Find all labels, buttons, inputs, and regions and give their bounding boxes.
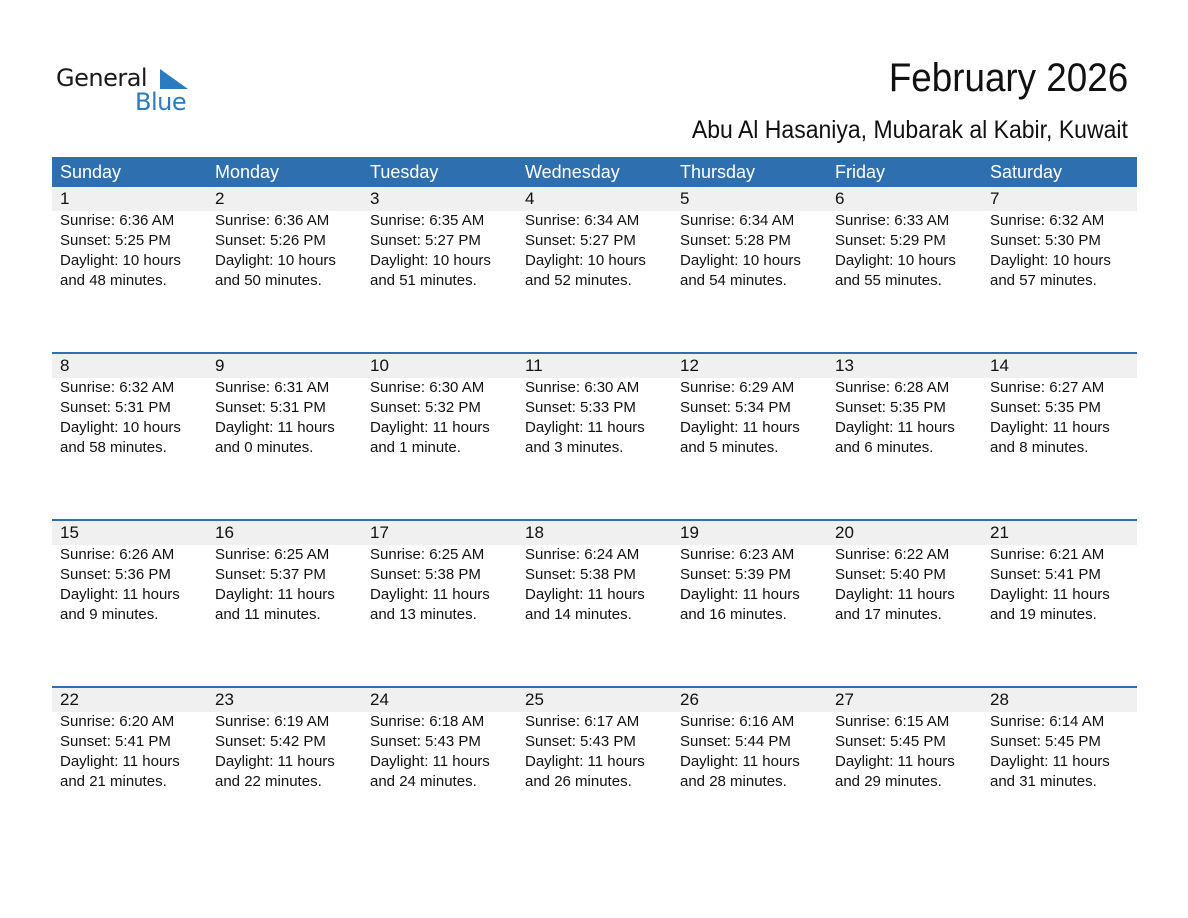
daylight-hours: Daylight: 11 hours bbox=[215, 753, 335, 770]
sunset-time: Sunset: 5:33 PM bbox=[525, 399, 636, 416]
day-number-row bbox=[52, 187, 1137, 211]
sunset-time: Sunset: 5:43 PM bbox=[370, 733, 481, 750]
page-title: February 2026 bbox=[888, 56, 1128, 100]
day-number: 22 bbox=[60, 690, 79, 709]
daylight-minutes: and 26 minutes. bbox=[525, 773, 632, 790]
daylight-minutes: and 13 minutes. bbox=[370, 606, 477, 623]
sunrise-time: Sunrise: 6:30 AM bbox=[370, 379, 485, 396]
day-cell bbox=[672, 712, 827, 792]
sunrise-time: Sunrise: 6:32 AM bbox=[60, 379, 175, 396]
sunrise-time: Sunrise: 6:23 AM bbox=[680, 546, 795, 563]
sunrise-time: Sunrise: 6:25 AM bbox=[215, 546, 330, 563]
sunset-time: Sunset: 5:45 PM bbox=[990, 733, 1101, 750]
day-number: 8 bbox=[60, 356, 70, 375]
sunset-time: Sunset: 5:29 PM bbox=[835, 232, 946, 249]
daylight-hours: Daylight: 11 hours bbox=[835, 753, 955, 770]
daylight-hours: Daylight: 11 hours bbox=[370, 419, 490, 436]
sunset-time: Sunset: 5:43 PM bbox=[525, 733, 636, 750]
day-info-row bbox=[52, 211, 1137, 291]
sunset-time: Sunset: 5:38 PM bbox=[370, 566, 481, 583]
weekday-friday: Friday bbox=[835, 162, 886, 182]
week-row bbox=[52, 686, 1137, 853]
daylight-minutes: and 16 minutes. bbox=[680, 606, 787, 623]
day-cell bbox=[827, 545, 982, 625]
daylight-hours: Daylight: 10 hours bbox=[835, 252, 956, 269]
daylight-minutes: and 11 minutes. bbox=[215, 606, 321, 623]
daylight-minutes: and 3 minutes. bbox=[525, 439, 624, 456]
sunrise-time: Sunrise: 6:36 AM bbox=[60, 212, 175, 229]
daylight-hours: Daylight: 11 hours bbox=[60, 753, 180, 770]
daylight-hours: Daylight: 11 hours bbox=[370, 753, 490, 770]
day-number: 23 bbox=[215, 690, 234, 709]
sunrise-time: Sunrise: 6:20 AM bbox=[60, 713, 175, 730]
sunset-time: Sunset: 5:39 PM bbox=[680, 566, 791, 583]
day-info-row bbox=[52, 712, 1137, 792]
sunrise-time: Sunrise: 6:28 AM bbox=[835, 379, 950, 396]
sunrise-time: Sunrise: 6:35 AM bbox=[370, 212, 485, 229]
day-number: 17 bbox=[370, 523, 389, 542]
day-number: 21 bbox=[990, 523, 1009, 542]
daylight-hours: Daylight: 11 hours bbox=[680, 586, 800, 603]
daylight-hours: Daylight: 11 hours bbox=[525, 419, 645, 436]
sunset-time: Sunset: 5:44 PM bbox=[680, 733, 791, 750]
sunset-time: Sunset: 5:37 PM bbox=[215, 566, 326, 583]
day-number: 6 bbox=[835, 189, 845, 208]
logo-text-general: General bbox=[56, 64, 148, 92]
daylight-hours: Daylight: 10 hours bbox=[370, 252, 491, 269]
daylight-minutes: and 5 minutes. bbox=[680, 439, 779, 456]
sunrise-time: Sunrise: 6:19 AM bbox=[215, 713, 330, 730]
daylight-hours: Daylight: 11 hours bbox=[370, 586, 490, 603]
daylight-minutes: and 31 minutes. bbox=[990, 773, 1097, 790]
daylight-minutes: and 52 minutes. bbox=[525, 272, 632, 289]
sunrise-time: Sunrise: 6:32 AM bbox=[990, 212, 1105, 229]
daylight-hours: Daylight: 11 hours bbox=[835, 586, 955, 603]
sunrise-time: Sunrise: 6:26 AM bbox=[60, 546, 175, 563]
daylight-minutes: and 28 minutes. bbox=[680, 773, 787, 790]
day-cell bbox=[827, 211, 982, 291]
sunrise-time: Sunrise: 6:27 AM bbox=[990, 379, 1105, 396]
day-number: 20 bbox=[835, 523, 854, 542]
logo-text-blue: Blue bbox=[135, 88, 187, 116]
sunset-time: Sunset: 5:35 PM bbox=[835, 399, 946, 416]
daylight-minutes: and 9 minutes. bbox=[60, 606, 159, 623]
day-number: 10 bbox=[370, 356, 389, 375]
location-subtitle: Abu Al Hasaniya, Mubarak al Kabir, Kuwait bbox=[692, 116, 1128, 144]
day-cell bbox=[207, 378, 362, 458]
daylight-hours: Daylight: 10 hours bbox=[525, 252, 646, 269]
daylight-minutes: and 19 minutes. bbox=[990, 606, 1097, 623]
day-number: 5 bbox=[680, 189, 690, 208]
weekday-header bbox=[52, 157, 1137, 187]
day-number-row bbox=[52, 521, 1137, 545]
daylight-minutes: and 1 minute. bbox=[370, 439, 461, 456]
daylight-hours: Daylight: 10 hours bbox=[60, 252, 181, 269]
day-number: 28 bbox=[990, 690, 1009, 709]
day-cell bbox=[207, 712, 362, 792]
day-number: 26 bbox=[680, 690, 699, 709]
sunset-time: Sunset: 5:40 PM bbox=[835, 566, 946, 583]
sunrise-time: Sunrise: 6:17 AM bbox=[525, 713, 640, 730]
daylight-minutes: and 58 minutes. bbox=[60, 439, 167, 456]
daylight-minutes: and 6 minutes. bbox=[835, 439, 934, 456]
daylight-hours: Daylight: 11 hours bbox=[215, 419, 335, 436]
day-cell bbox=[207, 211, 362, 291]
weekday-monday: Monday bbox=[215, 162, 280, 182]
day-number: 24 bbox=[370, 690, 389, 709]
day-number: 27 bbox=[835, 690, 854, 709]
sunset-time: Sunset: 5:41 PM bbox=[990, 566, 1101, 583]
week-row bbox=[52, 352, 1137, 519]
sunset-time: Sunset: 5:41 PM bbox=[60, 733, 171, 750]
sunset-time: Sunset: 5:42 PM bbox=[215, 733, 326, 750]
daylight-hours: Daylight: 11 hours bbox=[680, 753, 800, 770]
day-cell bbox=[52, 545, 207, 625]
calendar-grid bbox=[52, 157, 1137, 853]
day-cell bbox=[827, 712, 982, 792]
day-cell bbox=[362, 545, 517, 625]
sunset-time: Sunset: 5:27 PM bbox=[370, 232, 481, 249]
day-cell bbox=[672, 211, 827, 291]
sunset-time: Sunset: 5:26 PM bbox=[215, 232, 326, 249]
day-number: 11 bbox=[525, 356, 543, 375]
day-number: 25 bbox=[525, 690, 544, 709]
day-number-row bbox=[52, 688, 1137, 712]
day-cell bbox=[672, 378, 827, 458]
sunrise-time: Sunrise: 6:14 AM bbox=[990, 713, 1105, 730]
daylight-minutes: and 22 minutes. bbox=[215, 773, 322, 790]
sunrise-time: Sunrise: 6:25 AM bbox=[370, 546, 485, 563]
week-row bbox=[52, 519, 1137, 686]
week-row bbox=[52, 187, 1137, 352]
daylight-minutes: and 51 minutes. bbox=[370, 272, 477, 289]
daylight-minutes: and 8 minutes. bbox=[990, 439, 1089, 456]
weekday-thursday: Thursday bbox=[680, 162, 756, 182]
daylight-minutes: and 54 minutes. bbox=[680, 272, 787, 289]
day-cell bbox=[982, 378, 1137, 458]
daylight-minutes: and 50 minutes. bbox=[215, 272, 322, 289]
sunset-time: Sunset: 5:28 PM bbox=[680, 232, 791, 249]
day-info-row bbox=[52, 545, 1137, 625]
day-number: 1 bbox=[60, 189, 70, 208]
day-number-row bbox=[52, 354, 1137, 378]
day-cell bbox=[52, 712, 207, 792]
sunset-time: Sunset: 5:31 PM bbox=[215, 399, 326, 416]
daylight-hours: Daylight: 11 hours bbox=[215, 586, 335, 603]
day-cell bbox=[982, 545, 1137, 625]
day-number: 13 bbox=[835, 356, 854, 375]
daylight-hours: Daylight: 11 hours bbox=[835, 419, 955, 436]
weekday-saturday: Saturday bbox=[990, 162, 1063, 182]
day-number: 16 bbox=[215, 523, 234, 542]
daylight-minutes: and 29 minutes. bbox=[835, 773, 942, 790]
daylight-hours: Daylight: 11 hours bbox=[990, 753, 1110, 770]
day-number: 19 bbox=[680, 523, 699, 542]
day-cell bbox=[362, 211, 517, 291]
sunrise-time: Sunrise: 6:36 AM bbox=[215, 212, 330, 229]
day-cell bbox=[517, 712, 672, 792]
daylight-hours: Daylight: 11 hours bbox=[60, 586, 180, 603]
sunrise-time: Sunrise: 6:30 AM bbox=[525, 379, 640, 396]
daylight-hours: Daylight: 11 hours bbox=[990, 586, 1110, 603]
daylight-minutes: and 57 minutes. bbox=[990, 272, 1097, 289]
daylight-hours: Daylight: 11 hours bbox=[990, 419, 1110, 436]
day-cell bbox=[982, 211, 1137, 291]
sunrise-time: Sunrise: 6:18 AM bbox=[370, 713, 485, 730]
daylight-minutes: and 0 minutes. bbox=[215, 439, 314, 456]
sunset-time: Sunset: 5:27 PM bbox=[525, 232, 636, 249]
daylight-minutes: and 21 minutes. bbox=[60, 773, 167, 790]
daylight-minutes: and 55 minutes. bbox=[835, 272, 942, 289]
sunset-time: Sunset: 5:25 PM bbox=[60, 232, 171, 249]
sunrise-time: Sunrise: 6:34 AM bbox=[525, 212, 640, 229]
sunset-time: Sunset: 5:32 PM bbox=[370, 399, 481, 416]
sunset-time: Sunset: 5:45 PM bbox=[835, 733, 946, 750]
day-cell bbox=[52, 211, 207, 291]
daylight-hours: Daylight: 10 hours bbox=[990, 252, 1111, 269]
daylight-minutes: and 24 minutes. bbox=[370, 773, 477, 790]
sunrise-time: Sunrise: 6:24 AM bbox=[525, 546, 640, 563]
weekday-tuesday: Tuesday bbox=[370, 162, 439, 182]
day-number: 14 bbox=[990, 356, 1009, 375]
sunset-time: Sunset: 5:35 PM bbox=[990, 399, 1101, 416]
day-cell bbox=[517, 211, 672, 291]
daylight-hours: Daylight: 11 hours bbox=[525, 586, 645, 603]
sunrise-time: Sunrise: 6:15 AM bbox=[835, 713, 950, 730]
day-cell bbox=[207, 545, 362, 625]
day-info-row bbox=[52, 378, 1137, 458]
sunrise-time: Sunrise: 6:34 AM bbox=[680, 212, 795, 229]
sunset-time: Sunset: 5:34 PM bbox=[680, 399, 791, 416]
day-cell bbox=[517, 545, 672, 625]
day-cell bbox=[362, 378, 517, 458]
day-number: 2 bbox=[215, 189, 225, 208]
sunset-time: Sunset: 5:30 PM bbox=[990, 232, 1101, 249]
daylight-minutes: and 14 minutes. bbox=[525, 606, 632, 623]
sunset-time: Sunset: 5:38 PM bbox=[525, 566, 636, 583]
sunrise-time: Sunrise: 6:31 AM bbox=[215, 379, 330, 396]
day-number: 12 bbox=[680, 356, 699, 375]
day-number: 3 bbox=[370, 189, 380, 208]
weekday-wednesday: Wednesday bbox=[525, 162, 620, 182]
daylight-minutes: and 48 minutes. bbox=[60, 272, 167, 289]
day-cell bbox=[982, 712, 1137, 792]
daylight-hours: Daylight: 11 hours bbox=[525, 753, 645, 770]
day-number: 4 bbox=[525, 189, 535, 208]
sunrise-time: Sunrise: 6:33 AM bbox=[835, 212, 950, 229]
daylight-hours: Daylight: 11 hours bbox=[680, 419, 800, 436]
day-cell bbox=[362, 712, 517, 792]
day-number: 9 bbox=[215, 356, 225, 375]
daylight-hours: Daylight: 10 hours bbox=[60, 419, 181, 436]
day-cell bbox=[672, 545, 827, 625]
day-cell bbox=[827, 378, 982, 458]
sunrise-time: Sunrise: 6:22 AM bbox=[835, 546, 950, 563]
day-cell bbox=[517, 378, 672, 458]
day-number: 15 bbox=[60, 523, 79, 542]
sunrise-time: Sunrise: 6:21 AM bbox=[990, 546, 1105, 563]
daylight-hours: Daylight: 10 hours bbox=[680, 252, 801, 269]
logo bbox=[56, 64, 196, 124]
day-cell bbox=[52, 378, 207, 458]
sunrise-time: Sunrise: 6:16 AM bbox=[680, 713, 795, 730]
daylight-hours: Daylight: 10 hours bbox=[215, 252, 336, 269]
weekday-sunday: Sunday bbox=[60, 162, 122, 182]
day-number: 7 bbox=[990, 189, 1000, 208]
sunset-time: Sunset: 5:31 PM bbox=[60, 399, 171, 416]
daylight-minutes: and 17 minutes. bbox=[835, 606, 942, 623]
sunrise-time: Sunrise: 6:29 AM bbox=[680, 379, 795, 396]
day-number: 18 bbox=[525, 523, 544, 542]
sunset-time: Sunset: 5:36 PM bbox=[60, 566, 171, 583]
